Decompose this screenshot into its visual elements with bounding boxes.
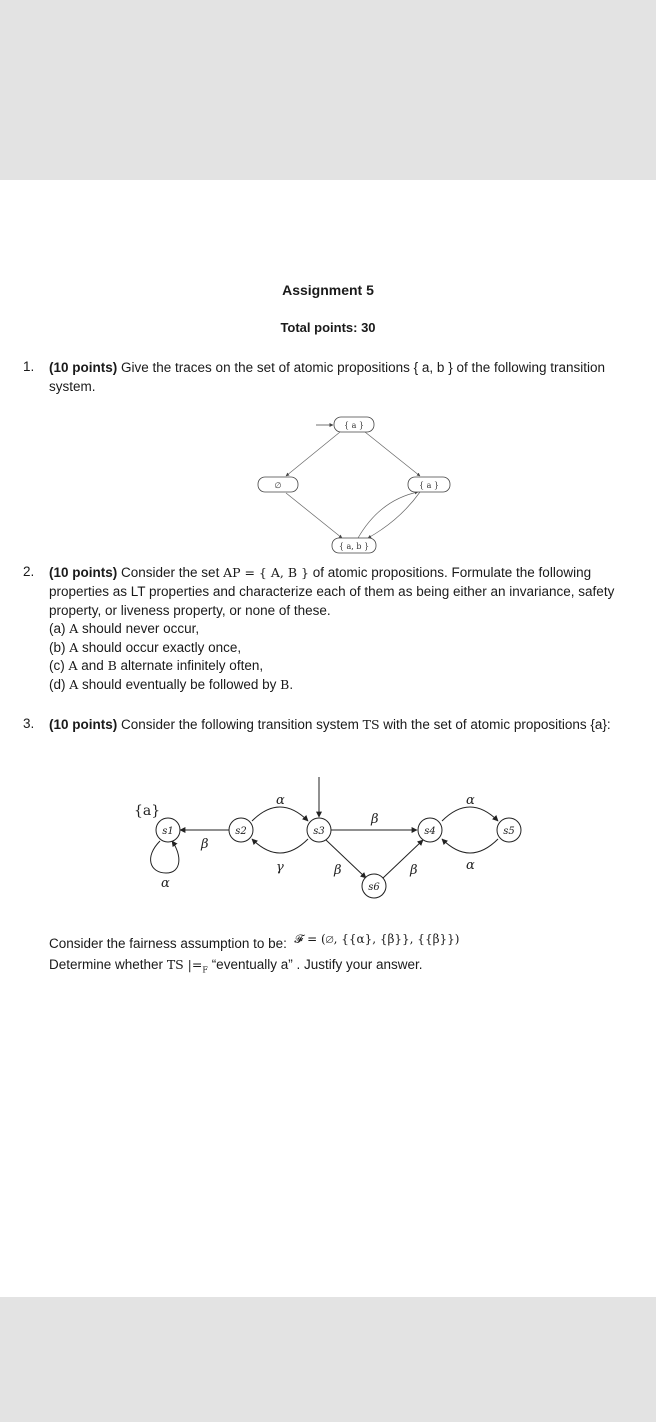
q2-item-c-mid: and <box>77 658 108 673</box>
q3-state-s4-label: s4 <box>424 826 436 837</box>
q3-edge-s1-self <box>151 841 179 873</box>
q1-edge-top-to-empty <box>286 432 340 476</box>
q1-edge-bottom-to-right <box>358 492 418 538</box>
q3-s1-labelset: {a} <box>134 803 161 819</box>
q3-transition-diagram <box>120 775 540 905</box>
q2-number: 2. <box>23 564 35 579</box>
q3-body-end: with the set of atomic propositions {a}: <box>379 717 611 732</box>
q2-item-b-text: should occur exactly once, <box>78 639 242 655</box>
q3-fairness-intro: Consider the fairness assumption to be: <box>49 936 287 951</box>
q3-edge-label-s3-s4: β <box>371 812 379 827</box>
q3-edge-label-s4-s5: α <box>466 793 475 808</box>
q3-points: (10 points) <box>49 717 118 732</box>
q3-determine-after: “eventually a” . Justify your answer. <box>207 957 423 972</box>
q3-determine-line <box>49 955 649 980</box>
q3-text <box>49 715 649 734</box>
q3-edge-label-s5-s4: α <box>466 858 475 873</box>
q1-text <box>49 358 629 396</box>
q1-transition-diagram <box>250 410 470 560</box>
q2-item-d-label: (d) <box>49 676 70 692</box>
q3-edge-s5-s4 <box>442 839 498 853</box>
q1-number: 1. <box>23 359 35 374</box>
q3-edge-label-s3-s6: β <box>334 863 342 878</box>
q3-fairness-formula: 𝓕 = (∅, {{α}, {β}}, {{β}}) <box>294 932 460 946</box>
q3-edge-s3-s2 <box>252 839 308 853</box>
q3-state-s5-label: s5 <box>503 826 515 837</box>
q1-edge-top-to-right <box>365 432 420 476</box>
top-gray-band <box>0 0 656 180</box>
q1-edge-empty-to-bottom <box>286 493 342 538</box>
q2-item-d-text: . <box>289 676 294 692</box>
q2-item-c-prop2: B <box>107 658 117 673</box>
q2-body-end: of atomic propositions. Formulate the following properties as LT properties and characterize each of them as being either an invariance, safety property, or liveness property, or none of these. <box>49 565 615 618</box>
bottom-gray-band <box>0 1297 656 1422</box>
q2-item-b-label: (b) <box>49 639 70 655</box>
q1-state-right-label: { a } <box>418 481 440 490</box>
q3-fairness-line <box>49 934 649 954</box>
q2-body-start: Consider the set <box>117 565 224 580</box>
q1-points: (10 points) <box>49 360 118 375</box>
q2-text <box>49 563 651 694</box>
q3-edge-s2-s3 <box>252 807 308 821</box>
q1-state-bottom-label: { a, b } <box>338 542 370 551</box>
q3-determine-before: Determine whether <box>49 957 167 972</box>
q3-edge-label-s2-s1: β <box>201 837 209 852</box>
q3-state-s1-label: s1 <box>162 826 174 837</box>
q3-edge-s4-s5 <box>442 807 498 821</box>
q3-edge-label-s1-self: α <box>161 876 170 891</box>
q2-item-c-label: (c) <box>49 658 69 673</box>
q3-edge-s3-s6 <box>326 840 366 878</box>
q2-item-d-prop1: A <box>69 676 79 692</box>
q3-state-s2-label: s2 <box>235 826 247 837</box>
q3-determine-ts: TS |= <box>166 957 203 972</box>
q3-edge-label-s3-s2: γ <box>276 860 284 875</box>
q2-ap-set: AP = { A, B } <box>223 565 309 580</box>
q2-item-a-prop: A <box>69 621 79 636</box>
q2-item-a-label: (a) <box>49 621 70 636</box>
q2-item-b <box>49 639 651 658</box>
q2-item-d <box>49 676 651 695</box>
q2-item-c <box>49 657 651 676</box>
q1-body: Give the traces on the set of atomic propositions { a, b } of the following transition system. <box>49 360 606 394</box>
q2-item-d-prop2: B <box>280 676 290 692</box>
q2-item-c-text: alternate infinitely often, <box>116 658 264 673</box>
q1-state-top-label: { a } <box>343 421 365 430</box>
q3-edge-label-s2-s3: α <box>276 793 285 808</box>
q3-determine-sub: F <box>202 965 208 975</box>
q3-number: 3. <box>23 716 35 731</box>
q1-state-empty-label: ∅ <box>274 481 282 490</box>
q2-item-d-mid: should eventually be followed by <box>78 676 281 692</box>
q2-item-c-prop1: A <box>68 658 78 673</box>
q3-ts: TS <box>362 717 380 732</box>
q2-item-a <box>49 620 651 639</box>
q3-state-s6-label: s6 <box>368 882 380 893</box>
q3-body-start: Consider the following transition system <box>117 717 363 732</box>
q3-edge-label-s6-s4: β <box>410 863 418 878</box>
document-page <box>0 180 656 1297</box>
assignment-title: Assignment 5 <box>282 282 374 298</box>
q2-points: (10 points) <box>49 565 118 580</box>
q2-item-b-prop: A <box>69 639 79 655</box>
total-points: Total points: 30 <box>280 320 376 335</box>
q3-state-s3-label: s3 <box>313 826 325 837</box>
q2-item-a-text: should never occur, <box>78 621 200 636</box>
